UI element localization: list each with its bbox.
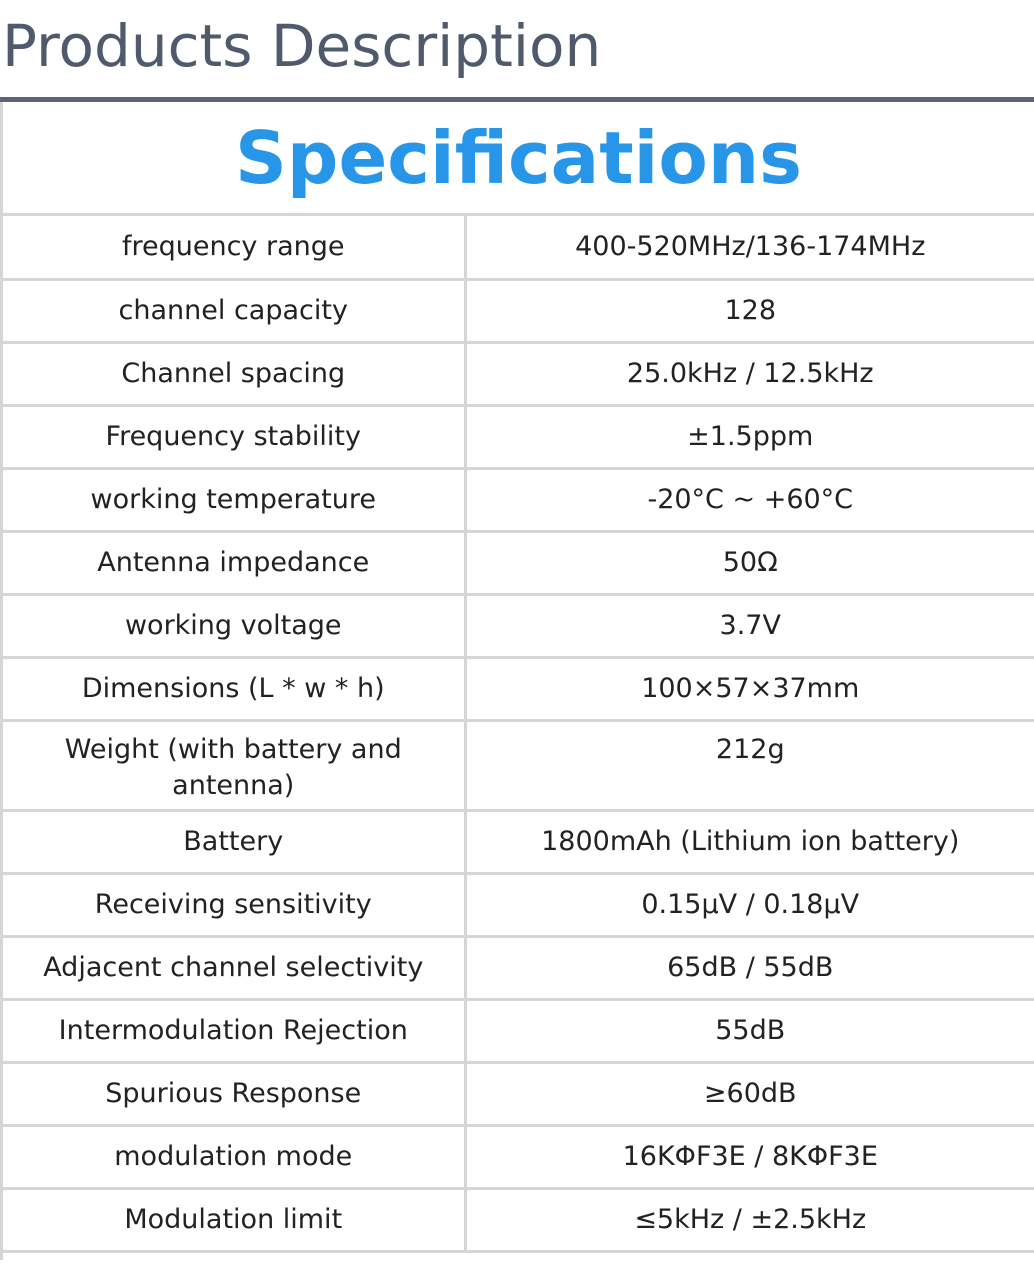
table-row xyxy=(3,657,1034,720)
specifications-section xyxy=(0,102,1034,1260)
table-row xyxy=(3,1125,1034,1188)
spec-value: 1800mAh (Lithium ion battery) xyxy=(465,810,1034,873)
table-row xyxy=(3,531,1034,594)
spec-label: Intermodulation Rejection xyxy=(3,999,465,1062)
spec-value: 3.7V xyxy=(465,594,1034,657)
spec-value: 55dB xyxy=(465,999,1034,1062)
spec-label: working voltage xyxy=(3,594,465,657)
table-row xyxy=(3,810,1034,873)
spec-label: Modulation limit xyxy=(3,1188,465,1251)
spec-value: -20°C ~ +60°C xyxy=(465,468,1034,531)
table-row xyxy=(3,216,1034,279)
spec-label: frequency range xyxy=(3,216,465,279)
spec-label: Antenna impedance xyxy=(3,531,465,594)
spec-label: modulation mode xyxy=(3,1125,465,1188)
spec-label: Dimensions (L * w * h) xyxy=(3,657,465,720)
spec-value: 50Ω xyxy=(465,531,1034,594)
specifications-table xyxy=(3,216,1034,1253)
page-header xyxy=(0,0,1034,100)
spec-value: 400-520MHz/136-174MHz xyxy=(465,216,1034,279)
table-row xyxy=(3,936,1034,999)
specifications-table-body xyxy=(3,216,1034,1251)
table-row xyxy=(3,1188,1034,1251)
specifications-heading: Specifications xyxy=(235,115,802,200)
spec-value: 128 xyxy=(465,279,1034,342)
spec-label: Spurious Response xyxy=(3,1062,465,1125)
spec-value: ≤5kHz / ±2.5kHz xyxy=(465,1188,1034,1251)
spec-label: Receiving sensitivity xyxy=(3,873,465,936)
spec-label: Frequency stability xyxy=(3,405,465,468)
spec-value: 0.15μV / 0.18μV xyxy=(465,873,1034,936)
spec-label: Channel spacing xyxy=(3,342,465,405)
spec-value: 25.0kHz / 12.5kHz xyxy=(465,342,1034,405)
page-title: Products Description xyxy=(2,12,602,80)
table-row xyxy=(3,279,1034,342)
spec-label: Battery xyxy=(3,810,465,873)
table-row xyxy=(3,468,1034,531)
table-row xyxy=(3,1062,1034,1125)
spec-value: ±1.5ppm xyxy=(465,405,1034,468)
spec-value: 100×57×37mm xyxy=(465,657,1034,720)
spec-label: Weight (with battery and antenna) xyxy=(3,720,465,810)
table-row xyxy=(3,594,1034,657)
table-row xyxy=(3,342,1034,405)
specifications-heading-row xyxy=(3,102,1034,216)
spec-value: 212g xyxy=(465,720,1034,810)
spec-value: 65dB / 55dB xyxy=(465,936,1034,999)
table-row xyxy=(3,873,1034,936)
spec-value: 16KΦF3E / 8KΦF3E xyxy=(465,1125,1034,1188)
table-row xyxy=(3,720,1034,810)
spec-label: channel capacity xyxy=(3,279,465,342)
spec-label: Adjacent channel selectivity xyxy=(3,936,465,999)
table-row xyxy=(3,405,1034,468)
table-row xyxy=(3,999,1034,1062)
spec-label: working temperature xyxy=(3,468,465,531)
spec-value: ≥60dB xyxy=(465,1062,1034,1125)
